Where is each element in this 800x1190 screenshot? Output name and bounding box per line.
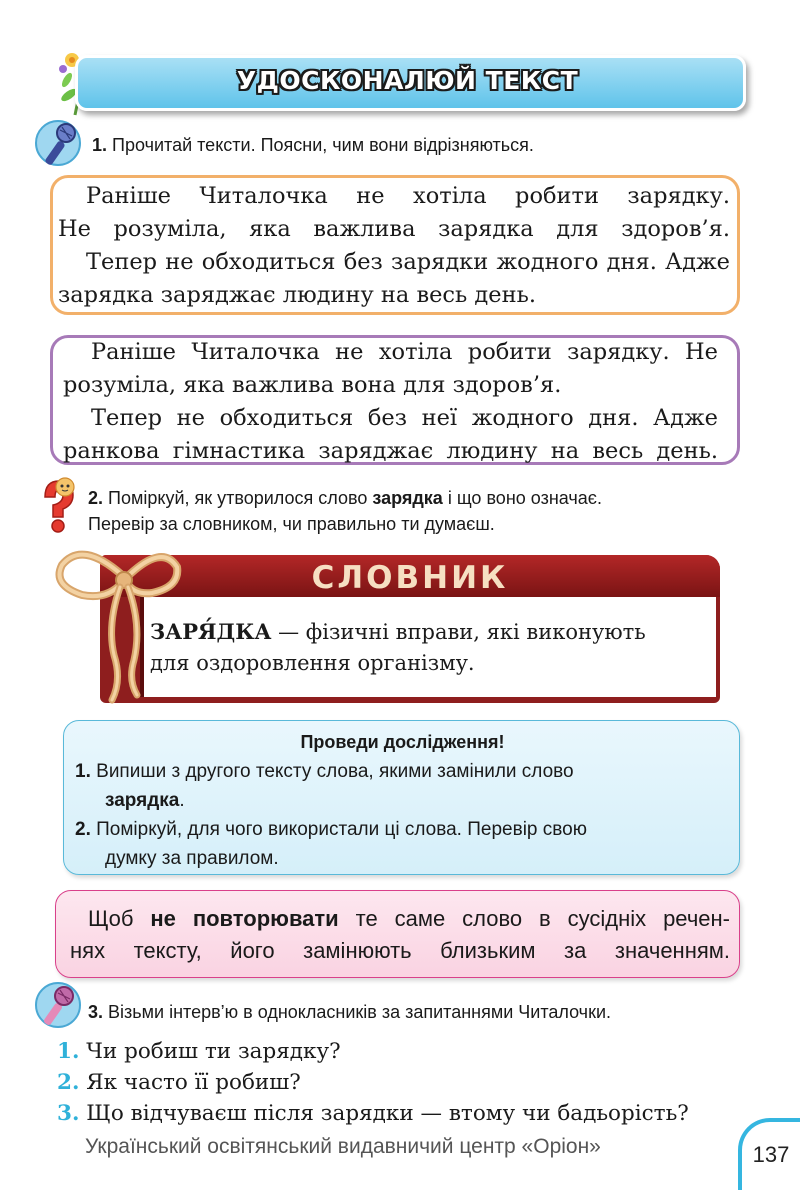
dictionary-definition: — фізичні вправи, які виконують [278, 620, 646, 644]
text-1-line: Не розуміла, яка важлива зарядка для здоров’я. [58, 216, 730, 242]
task-2-text: Поміркуй, як утворилося слово [108, 488, 368, 508]
text-2 [63, 336, 718, 468]
research-item-1-text: Випиши з другого тексту слова, якими замінили слово [96, 761, 574, 782]
text-1-line: зарядка заряджає людину на весь день. [58, 282, 537, 308]
dictionary-term: ЗАРЯ́ДКА [150, 619, 272, 644]
list-item: 3. Що відчуваєш після зарядки — втому чи бадьорість? [57, 1101, 689, 1126]
dictionary-heading: СЛОВНИК [311, 560, 509, 596]
text-2-line: Раніше Читалочка не хотіла робити зарядку. Не [91, 339, 718, 365]
rule-bold: не повторювати [150, 906, 339, 931]
microphone-icon [33, 980, 83, 1030]
task-2-line-2: Перевір за словником, чи правильно ти думаєш. [88, 514, 495, 534]
research-item-2-number: 2. [75, 819, 91, 840]
task-3-number: 3. [88, 1002, 104, 1022]
text-1-line: Тепер не обходиться без зарядки жодного дня. Адже [86, 249, 730, 275]
text-2-line: Тепер не обходиться без неї жодного дня. Адже [91, 405, 718, 431]
task-2-number: 2. [88, 488, 104, 508]
task-2-bold-word: зарядка [372, 488, 443, 508]
question-girl-icon [33, 475, 83, 533]
research-heading: Проведи дослідження! [300, 732, 505, 752]
dictionary-definition-2: для оздоровлення організму. [150, 651, 475, 675]
task-1 [92, 132, 742, 158]
research-item-1-number: 1. [75, 761, 91, 782]
rule-text [70, 903, 730, 967]
text-1-line: Раніше Читалочка не хотіла робити зарядку. [86, 183, 730, 209]
microphone-icon [33, 118, 83, 168]
task-2 [88, 485, 758, 537]
task-3-text: Візьми інтерв’ю в однокласників за запитаннями Читалочки. [108, 1002, 611, 1022]
rule-after: те саме слово в сусідніх речен- [355, 906, 730, 931]
page-number: 137 [752, 1142, 790, 1167]
research-item-2-text: Поміркуй, для чого використали ці слова. Перевір свою [96, 819, 587, 840]
text-2-line: ранкова гімнастика заряджає людину на весь день. [63, 438, 718, 464]
research-item-1-end: . [179, 790, 185, 811]
research-item-2-text-2: думку за правилом. [105, 848, 279, 869]
footer-publisher: Український освітянський видавничий центр «Оріон» [85, 1135, 601, 1158]
task-1-number: 1. [92, 135, 108, 155]
list-item: 2. Як часто її робиш? [57, 1070, 301, 1095]
research-content [75, 728, 730, 873]
text-2-line: розуміла, яка важлива вона для здоров’я. [63, 372, 562, 398]
rule-line-2: нях тексту, його замінюють близьким за значенням. [70, 938, 730, 963]
question-list [57, 1036, 767, 1129]
rule-before: Щоб [88, 906, 134, 931]
list-item: 1. Чи робиш ти зарядку? [57, 1039, 341, 1064]
task-2-text-after: і що воно означає. [447, 488, 602, 508]
page-title: УДОСКОНАЛЮЙ ТЕКСТ [236, 66, 579, 95]
research-item-1-bold: зарядка [105, 790, 180, 811]
task-3 [88, 999, 768, 1025]
dictionary-entry [150, 616, 705, 679]
task-1-text: Прочитай тексти. Поясни, чим вони відрізняються. [112, 135, 534, 155]
text-1 [58, 180, 730, 312]
